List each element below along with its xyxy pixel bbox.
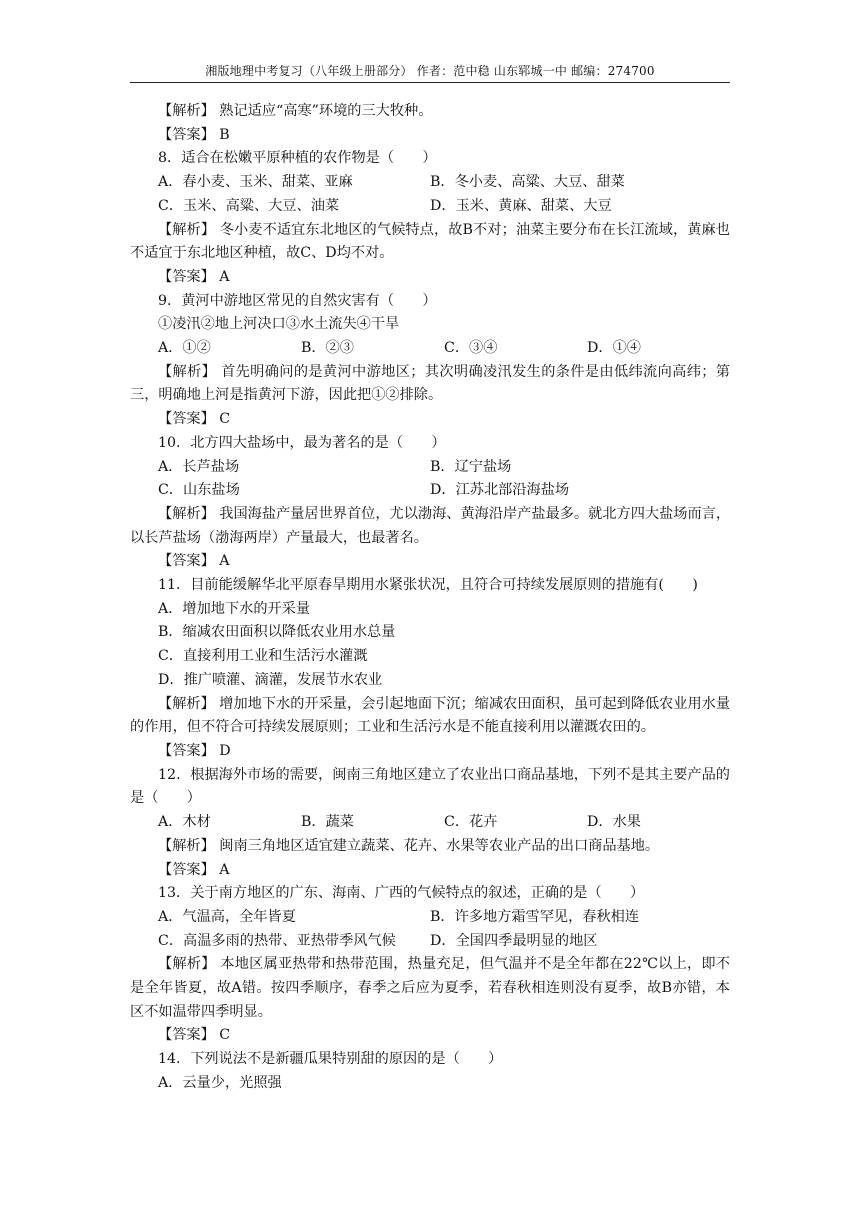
options-row	[130, 479, 730, 503]
question-11: 11．目前能缓解华北平原春旱期用水紧张状况，且符合可持续发展原则的措施有( )	[158, 577, 698, 594]
question-13: 13．关于南方地区的广东、海南、广西的气候特点的叙述，正确的是（ ）	[158, 885, 645, 902]
option-c: C．③④	[444, 340, 498, 357]
options-row	[130, 930, 730, 954]
answer: 【答案】 A	[158, 268, 230, 285]
option-d: D．水果	[587, 814, 641, 831]
option-a: A．木材	[158, 814, 211, 831]
explanation: 【解析】 闽南三角地区适宜建立蔬菜、花卉、水果等农业产品的出口商品基地。	[158, 837, 660, 854]
option-d: D．江苏北部沿海盐场	[430, 482, 570, 499]
option-c: C．山东盐场	[158, 482, 240, 499]
explanation: 【解析】 我国海盐产量居世界首位，尤以渤海、黄海沿岸产盐最多。就北方四大盐场而言，以长芦盐场（渤海两岸）产量最大，也最著名。	[130, 505, 731, 546]
option-c: C．花卉	[444, 814, 498, 831]
options-row	[130, 337, 730, 361]
question-14: 14．下列说法不是新疆瓜果特别甜的原因的是（ ）	[158, 1051, 503, 1068]
options-row	[130, 811, 730, 835]
answer: 【答案】 C	[158, 1027, 231, 1044]
page-header: 湘版地理中考复习（八年级上册部分） 作者：范中稳 山东郓城一中 邮编：274700	[130, 62, 730, 83]
option-a: A．云量少，光照强	[158, 1074, 282, 1091]
option-c: C．玉米、高粱、大豆、油菜	[158, 197, 340, 214]
option-d: D．推广喷灌、滴灌，发展节水农业	[158, 671, 383, 688]
option-a: A．长芦盐场	[158, 458, 240, 475]
answer: 【答案】 B	[158, 126, 230, 143]
question-12: 12．根据海外市场的需要，闽南三角地区建立了农业出口商品基地，下列不是其主要产品的是（ ）	[130, 766, 730, 807]
option-b: B．辽宁盐场	[430, 458, 512, 475]
question-8: 8．适合在松嫩平原种植的农作物是（ ）	[158, 150, 437, 167]
explanation: 【解析】 首先明确问的是黄河中游地区；其次明确凌汛发生的条件是由低纬流向高纬；第三，明确地上河是指黄河下游，因此把①②排除。	[130, 363, 730, 404]
explanation: 【解析】 增加地下水的开采量，会引起地面下沉；缩减农田面积，虽可起到降低农业用水量的作用，但不符合可持续发展原则；工业和生活污水是不能直接利用以灌溉农田的。	[130, 695, 731, 736]
options-row	[130, 906, 730, 930]
option-c: C．直接利用工业和生活污水灌溉	[158, 648, 368, 665]
option-b: B．蔬菜	[301, 814, 354, 831]
option-d: D．玉米、黄麻、甜菜、大豆	[430, 197, 612, 214]
explanation: 【解析】 冬小麦不适宜东北地区的气候特点，故B不对；油菜主要分布在长江流域，黄麻也不适宜于东北地区种植，故C、D均不对。	[130, 221, 730, 262]
explanation: 【解析】 熟记适应“高寒”环境的三大牧种。	[158, 103, 433, 119]
explanation: 【解析】 本地区属亚热带和热带范围，热量充足，但气温并不是全年都在22℃以上，即不是全年皆夏，故A错。按四季顺序，春季之后应为夏季，若春秋相连则没有夏季，故B亦错，本区不如温带四季明显。	[130, 956, 730, 1020]
options-row	[130, 171, 730, 195]
question-statements: ①凌汛②地上河决口③水土流失④干旱	[158, 316, 400, 333]
answer: 【答案】 D	[158, 742, 231, 759]
option-b: B．缩减农田面积以降低农业用水总量	[158, 624, 396, 641]
option-a: A．①②	[158, 340, 211, 357]
options-row	[130, 456, 730, 480]
option-c: C．高温多雨的热带、亚热带季风气候	[158, 932, 396, 949]
answer: 【答案】 A	[158, 861, 230, 878]
question-10: 10．北方四大盐场中，最为著名的是（ ）	[158, 434, 446, 451]
option-b: B．冬小麦、高粱、大豆、甜菜	[430, 174, 625, 191]
option-a: A．气温高，全年皆夏	[158, 908, 296, 925]
option-d: D．全国四季最明显的地区	[430, 932, 598, 949]
option-a: A．增加地下水的开采量	[158, 600, 311, 617]
option-d: D．①④	[587, 340, 641, 357]
options-row	[130, 195, 730, 219]
answer: 【答案】 C	[158, 411, 231, 428]
option-b: B．②③	[301, 340, 354, 357]
answer: 【答案】 A	[158, 553, 230, 570]
option-a: A．春小麦、玉米、甜菜、亚麻	[158, 174, 353, 191]
option-b: B．许多地方霜雪罕见，春秋相连	[430, 908, 640, 925]
question-9: 9．黄河中游地区常见的自然灾害有（ ）	[158, 292, 437, 309]
document-body	[130, 100, 730, 1096]
